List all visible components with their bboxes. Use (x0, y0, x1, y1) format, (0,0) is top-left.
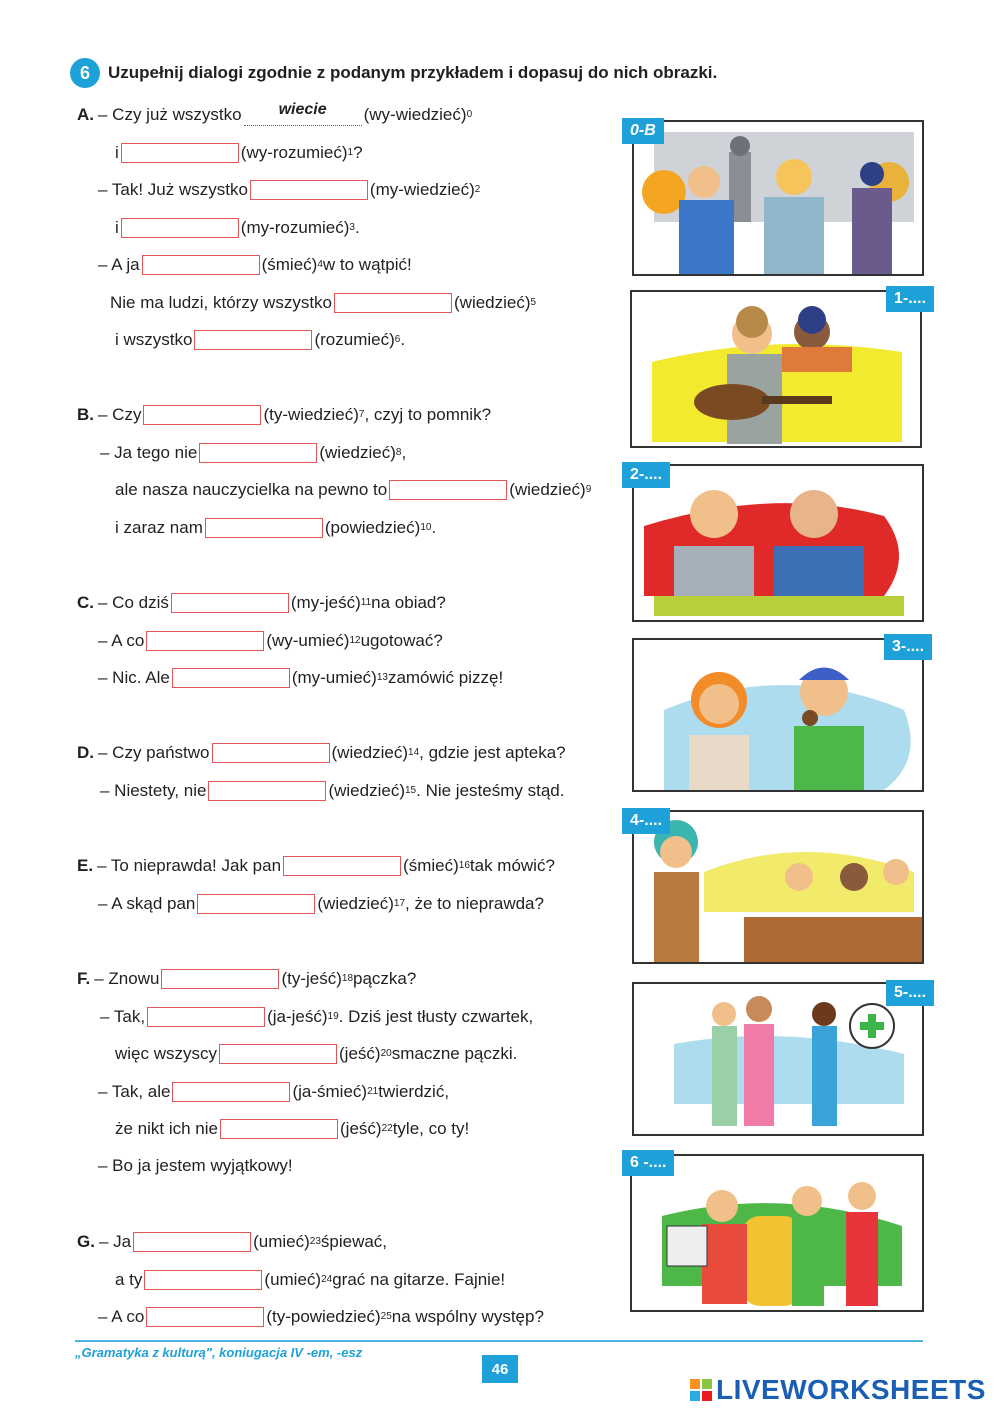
liveworksheets-logo-icon (690, 1379, 712, 1401)
picture-6-illustration (632, 1156, 924, 1312)
dialog-line: a ty (umieć) 24 grać na gitarze. Fajnie! (115, 1270, 506, 1289)
answer-input[interactable] (208, 781, 326, 801)
dialog-text: – Co dziś (98, 593, 169, 612)
dialog-line: – Tak, ale (ja-śmieć) 21 twierdzić, (98, 1082, 450, 1101)
dialog-line: że nikt ich nie (jeść) 22 tyle, co ty! (115, 1119, 470, 1138)
dialog-text: i zaraz nam (115, 518, 203, 537)
verb-hint: (wy-rozumieć) (240, 143, 348, 162)
dialog-text: . (400, 330, 406, 349)
page-number: 46 (482, 1355, 518, 1383)
dialog-letter: A. (77, 105, 94, 124)
answer-input[interactable] (147, 1007, 265, 1027)
footer-text: „Gramatyka z kulturą", koniugacja IV -em, -esz (75, 1345, 363, 1360)
dialog-text: i (115, 218, 119, 237)
picture-4 (632, 810, 924, 964)
verb-hint: (rozumieć) (314, 330, 395, 349)
dialog-line: C. – Co dziś (my-jeść) 11 na obiad? (77, 593, 446, 612)
picture-1-label: 1-.... (886, 286, 934, 312)
dialog-text: – Tak, ale (98, 1082, 171, 1101)
dialog-text: , (401, 443, 407, 462)
dialog-line: – A ja (śmieć) 4 w to wątpić! (98, 255, 412, 274)
dialog-text: , gdzie jest apteka? (419, 743, 566, 762)
dialog-text: . (431, 518, 437, 537)
answer-input[interactable] (121, 143, 239, 163)
dialog-line: i wszystko (rozumieć) 6 . (115, 330, 406, 349)
picture-0 (632, 120, 924, 276)
dialog-text: ? (353, 143, 363, 162)
dialog-text: – A co (98, 631, 145, 650)
verb-hint: (wiedzieć) (509, 480, 586, 499)
answer-input[interactable] (143, 405, 261, 425)
task-header (70, 58, 717, 88)
verb-hint: (ty-wiedzieć) (263, 405, 359, 424)
answer-input[interactable] (250, 180, 368, 200)
dialog-letter: E. (77, 856, 94, 875)
verb-hint: (ty-jeść) (281, 969, 342, 988)
picture-4-label: 4-.... (622, 808, 670, 834)
answer-input[interactable] (219, 1044, 337, 1064)
answer-input[interactable] (171, 593, 289, 613)
verb-hint: (umieć) (253, 1232, 310, 1251)
dialog-line: B. – Czy (ty-wiedzieć) 7 , czyj to pomnik? (77, 405, 492, 424)
dialog-line: i (my-rozumieć) 3 . (115, 218, 360, 237)
picture-3-illustration (634, 640, 924, 792)
dialog-text: – Ja tego nie (100, 443, 198, 462)
picture-5-illustration (634, 984, 924, 1136)
picture-5-label: 5-.... (886, 980, 934, 1006)
answer-input[interactable] (146, 1307, 264, 1327)
liveworksheets-brand-text: LIVEWORKSHEETS (716, 1374, 986, 1405)
dialog-line: – A skąd pan (wiedzieć) 17 , że to nieprawda? (98, 894, 544, 913)
answer-input[interactable] (389, 480, 507, 500)
answer-input[interactable] (205, 518, 323, 538)
verb-hint: (jeść) (340, 1119, 382, 1138)
answer-input[interactable] (144, 1270, 262, 1290)
dialog-text: – A skąd pan (98, 894, 196, 913)
dialog-text: – Bo ja jestem wyjątkowy! (98, 1156, 293, 1175)
dialog-text: tyle, co ty! (392, 1119, 470, 1138)
example-answer: wiecie (278, 100, 327, 118)
verb-hint: (my-wiedzieć) (369, 180, 475, 199)
verb-hint: (śmieć) (261, 255, 318, 274)
dialog-text: . Dziś jest tłusty czwartek, (338, 1007, 534, 1026)
picture-6-label: 6 -.... (622, 1150, 674, 1176)
verb-hint: (my-rozumieć) (240, 218, 350, 237)
dialog-text: na obiad? (371, 593, 446, 612)
liveworksheets-logo (690, 1374, 986, 1406)
dialog-text: – Czy (98, 405, 142, 424)
answer-input[interactable] (161, 969, 279, 989)
answer-input[interactable] (212, 743, 330, 763)
dialog-text: . (354, 218, 360, 237)
verb-hint: (ty-powiedzieć) (266, 1307, 381, 1326)
dialog-letter: G. (77, 1232, 95, 1251)
dialog-text: tak mówić? (469, 856, 555, 875)
dialog-text: – To nieprawda! Jak pan (97, 856, 282, 875)
footer-rule (75, 1340, 923, 1342)
answer-input[interactable] (142, 255, 260, 275)
dialog-text: – Tak, (100, 1007, 146, 1026)
dialog-text: grać na gitarze. Fajnie! (332, 1270, 506, 1289)
answer-input[interactable] (199, 443, 317, 463)
picture-4-illustration (634, 812, 924, 964)
verb-hint: (śmieć) (403, 856, 459, 875)
verb-hint: (wiedzieć) (317, 894, 394, 913)
dialog-text: – Czy już wszystko (98, 105, 242, 124)
verb-hint: (wiedzieć) (454, 293, 531, 312)
dialog-text: – A ja (98, 255, 140, 274)
verb-hint: (ja-śmieć) (292, 1082, 368, 1101)
dialog-line (98, 1154, 293, 1178)
dialog-line: i zaraz nam (powiedzieć) 10 . (115, 518, 437, 537)
dialog-text: w to wątpić! (322, 255, 412, 274)
verb-hint: (my-umieć) (291, 668, 377, 687)
answer-input[interactable] (172, 1082, 290, 1102)
example-answer-slot (244, 100, 362, 126)
answer-input[interactable] (146, 631, 264, 651)
dialog-text: więc wszyscy (115, 1044, 218, 1063)
verb-hint: (powiedzieć) (324, 518, 421, 537)
picture-5 (632, 982, 924, 1136)
dialog-line: D. – Czy państwo (wiedzieć) 14 , gdzie jest apteka? (77, 743, 566, 762)
dialog-text: a ty (115, 1270, 143, 1289)
answer-input[interactable] (334, 293, 452, 313)
dialog-line: i (wy-rozumieć) 1 ? (115, 143, 363, 162)
dialog-text: śpiewać, (320, 1232, 388, 1251)
task-number-badge: 6 (70, 58, 100, 88)
dialog-text: że nikt ich nie (115, 1119, 218, 1138)
picture-2 (632, 464, 924, 622)
dialog-line: – Tak, (ja-jeść) 19 . Dziś jest tłusty czwartek, (100, 1007, 534, 1026)
picture-1 (630, 290, 922, 448)
verb-hint: (wiedzieć) (331, 743, 409, 762)
picture-0-illustration (634, 122, 924, 276)
dialog-text: – Niestety, nie (100, 781, 207, 800)
verb-hint: (umieć) (264, 1270, 322, 1289)
answer-input[interactable] (121, 218, 239, 238)
dialog-line: – A co (ty-powiedzieć) 25 na wspólny występ? (98, 1307, 544, 1326)
picture-1-illustration (632, 292, 922, 448)
dialog-text: – Znowu (94, 969, 160, 988)
verb-hint: (ja-jeść) (267, 1007, 328, 1026)
dialog-text: twierdzić, (378, 1082, 450, 1101)
answer-input[interactable] (197, 894, 315, 914)
dialog-text: i (115, 143, 119, 162)
dialog-text: – A co (98, 1307, 145, 1326)
dialog-text: na wspólny występ? (391, 1307, 544, 1326)
dialog-line: ale nasza nauczycielka na pewno to (wiedzieć) 9 (115, 480, 592, 499)
task-title: Uzupełnij dialogi zgodnie z podanym przykładem i dopasuj do nich obrazki. (108, 63, 718, 82)
dialog-text: zamówić pizzę! (387, 668, 504, 687)
dialog-line: – Niestety, nie (wiedzieć) 15 . Nie jesteśmy stąd. (100, 781, 565, 800)
dialog-text: , że to nieprawda? (405, 894, 544, 913)
dialog-line: – Ja tego nie (wiedzieć) 8 , (100, 443, 407, 462)
picture-2-label: 2-.... (622, 462, 670, 488)
dialog-line: G. – Ja (umieć) 23 śpiewać, (77, 1232, 388, 1251)
dialog-text: ugotować? (360, 631, 443, 650)
answer-input[interactable] (133, 1232, 251, 1252)
dialog-text: – Czy państwo (98, 743, 210, 762)
dialog-letter: F. (77, 969, 91, 988)
dialog-line: – A co (wy-umieć) 12 ugotować? (98, 631, 443, 650)
dialog-letter: C. (77, 593, 94, 612)
dialog-text: – Ja (98, 1232, 132, 1251)
dialog-text: , czyj to pomnik? (364, 405, 492, 424)
answer-input[interactable] (220, 1119, 338, 1139)
dialog-text: . Nie jesteśmy stąd. (416, 781, 565, 800)
answer-input[interactable] (172, 668, 290, 688)
dialog-line: więc wszyscy (jeść) 20 smaczne pączki. (115, 1044, 518, 1063)
verb-hint: (wy-umieć) (266, 631, 350, 650)
dialog-text: pączka? (353, 969, 417, 988)
dialog-line: – Tak! Już wszystko (my-wiedzieć) 2 (98, 180, 481, 199)
dialog-line: Nie ma ludzi, którzy wszystko (wiedzieć) 5 (110, 293, 537, 312)
dialog-text: Nie ma ludzi, którzy wszystko (110, 293, 332, 312)
picture-0-label: 0-B (622, 118, 664, 144)
picture-2-illustration (634, 466, 924, 622)
verb-hint: (wy-wiedzieć) (363, 105, 467, 124)
verb-hint: (wiedzieć) (319, 443, 396, 462)
dialog-line: – Nic. Ale (my-umieć) 13 zamówić pizzę! (98, 668, 504, 687)
picture-3 (632, 638, 924, 792)
dialog-line: F. – Znowu (ty-jeść) 18 pączka? (77, 969, 417, 988)
dialog-line: A. – Czy już wszystko wiecie (wy-wiedzieć) 0 (77, 100, 473, 124)
dialog-text: smaczne pączki. (391, 1044, 518, 1063)
dialog-text: – Nic. Ale (98, 668, 170, 687)
dialog-letter: D. (77, 743, 94, 762)
dialog-text: – Tak! Już wszystko (98, 180, 248, 199)
answer-input[interactable] (194, 330, 312, 350)
verb-hint: (my-jeść) (290, 593, 361, 612)
picture-3-label: 3-.... (884, 634, 932, 660)
dialog-letter: B. (77, 405, 94, 424)
verb-hint: (jeść) (339, 1044, 381, 1063)
answer-input[interactable] (283, 856, 401, 876)
picture-6 (630, 1154, 924, 1312)
dialog-text: ale nasza nauczycielka na pewno to (115, 480, 388, 499)
dialog-line: E. – To nieprawda! Jak pan (śmieć) 16 tak mówić? (77, 856, 555, 875)
verb-hint: (wiedzieć) (328, 781, 405, 800)
dialog-text: i wszystko (115, 330, 193, 349)
